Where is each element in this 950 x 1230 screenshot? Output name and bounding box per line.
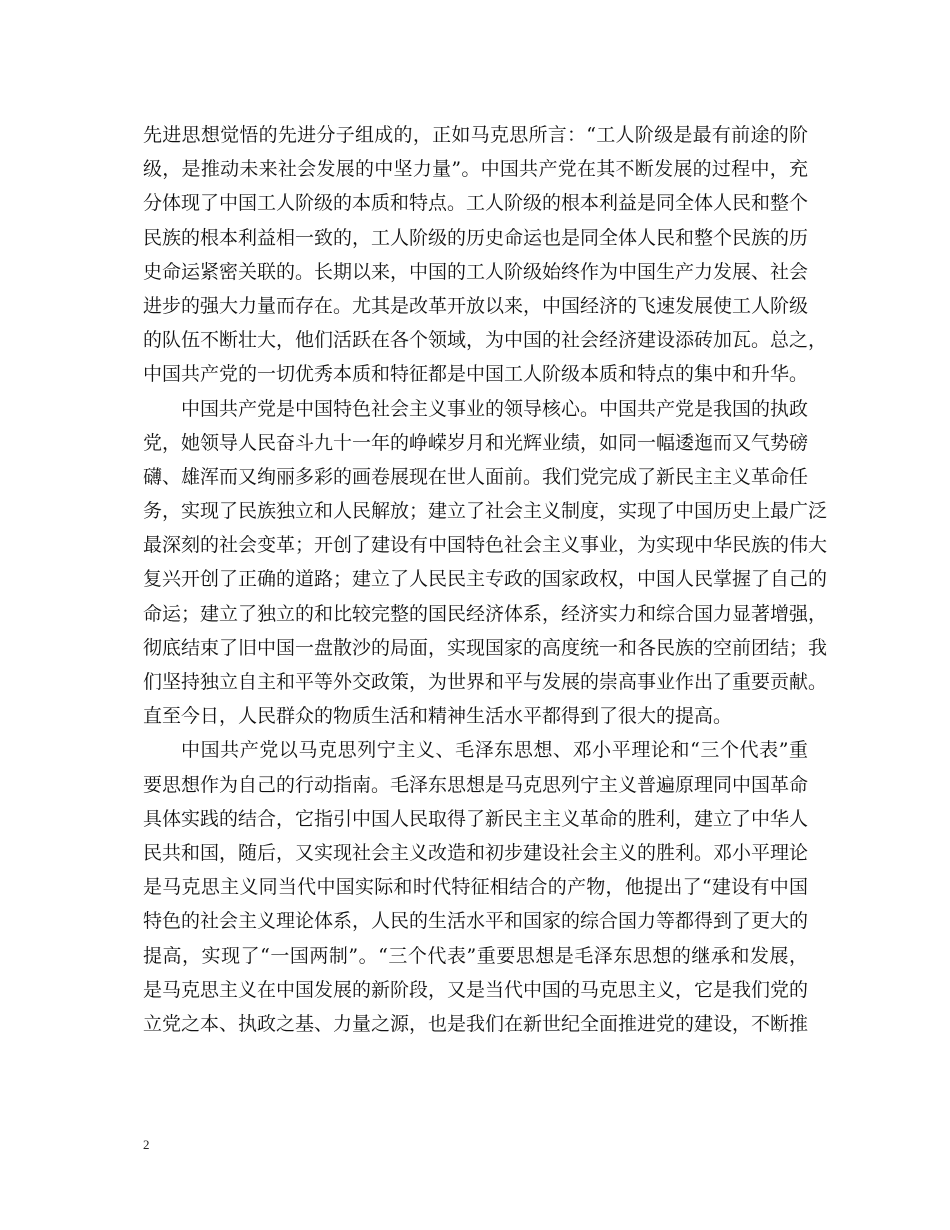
text-line: 直至今日，人民群众的物质生活和精神生活水平都得到了很大的提高。 <box>143 705 733 728</box>
paragraph-2 <box>143 392 828 734</box>
text-line: 提高，实现了“一国两制”。“三个代表”重要思想是毛泽东思想的继承和发展， <box>143 944 808 967</box>
text-line: 立党之本、执政之基、力量之源，也是我们在新世纪全面推进党的建设，不断推 <box>143 1012 809 1035</box>
text-line: 史命运紧密关联的。长期以来，中国的工人阶级始终作为中国生产力发展、社会 <box>143 260 809 283</box>
text-line: 复兴开创了正确的道路；建立了人民民主专政的国家政权，中国人民掌握了自己的 <box>143 568 828 591</box>
text-line: 中国共产党是中国特色社会主义事业的领导核心。中国共产党是我国的执政 <box>181 397 809 420</box>
text-line: 进步的强大力量而存在。尤其是改革开放以来，中国经济的飞速发展使工人阶级 <box>143 294 809 317</box>
text-line: 的队伍不断壮大，他们活跃在各个领域，为中国的社会经济建设添砖加瓦。总之， <box>143 329 828 352</box>
text-line: 中国共产党的一切优秀本质和特征都是中国工人阶级本质和特点的集中和升华。 <box>143 363 809 386</box>
page-number: 2 <box>143 1137 150 1152</box>
text-line: 务，实现了民族独立和人民解放；建立了社会主义制度，实现了中国历史上最广泛 <box>143 500 828 523</box>
text-line: 先进思想觉悟的先进分子组成的，正如马克思所言：“工人阶级是最有前途的阶 <box>143 124 808 146</box>
text-line: 党，她领导人民奋斗九十一年的峥嵘岁月和光辉业绩，如同一幅逶迤而又气势磅 <box>143 431 809 454</box>
text-line: 具体实践的结合，它指引中国人民取得了新民主主义革命的胜利，建立了中华人 <box>143 807 809 830</box>
text-line: 礴、雄浑而又绚丽多彩的画卷展现在世人面前。我们党完成了新民主主义革命任 <box>143 465 809 488</box>
text-line: 中国共产党以马克思列宁主义、毛泽东思想、邓小平理论和“三个代表”重 <box>181 739 808 762</box>
text-line: 特色的社会主义理论体系，人民的生活水平和国家的综合国力等都得到了更大的 <box>143 910 809 933</box>
text-line: 最深刻的社会变革；开创了建设有中国特色社会主义事业，为实现中华民族的伟大 <box>143 534 828 557</box>
text-line: 是马克思主义同当代中国实际和时代特征相结合的产物，他提出了“建设有中国 <box>143 876 808 899</box>
paragraph-1 <box>143 118 828 392</box>
text-line: 命运；建立了独立的和比较完整的国民经济体系，经济实力和综合国力显著增强， <box>143 602 828 625</box>
paragraph-3 <box>143 733 808 1041</box>
text-line: 级，是推动未来社会发展的中坚力量”。中国共产党在其不断发展的过程中，充 <box>143 158 808 181</box>
text-line: 们坚持独立自主和平等外交政策，为世界和平与发展的崇高事业作出了重要贡献。 <box>143 671 828 693</box>
text-line: 彻底结束了旧中国一盘散沙的局面，实现国家的高度统一和各民族的空前团结；我 <box>143 636 828 659</box>
text-line: 民共和国，随后，又实现社会主义改造和初步建设社会主义的胜利。邓小平理论 <box>143 841 809 864</box>
text-line: 要思想作为自己的行动指南。毛泽东思想是马克思列宁主义普遍原理同中国革命 <box>143 773 809 796</box>
text-line: 是马克思主义在中国发展的新阶段，又是当代中国的马克思主义，它是我们党的 <box>143 978 809 1001</box>
body-text <box>143 118 828 1041</box>
text-line: 分体现了中国工人阶级的本质和特点。工人阶级的根本利益是同全体人民和整个 <box>143 192 809 215</box>
text-line: 民族的根本利益相一致的，工人阶级的历史命运也是同全体人民和整个民族的历 <box>143 226 809 249</box>
